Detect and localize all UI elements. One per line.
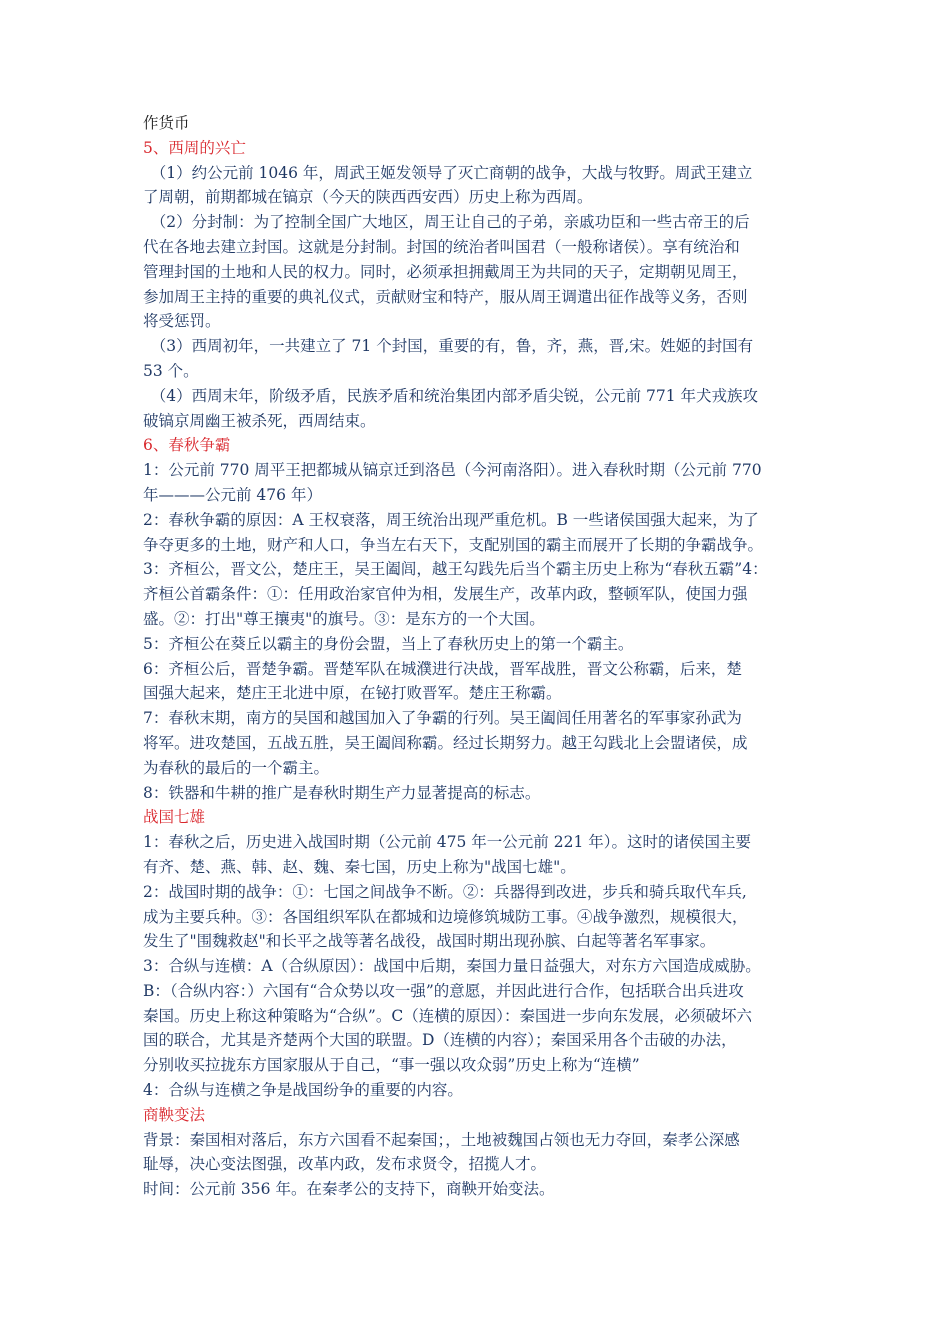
section-heading: 6、春秋争霸 [143, 436, 231, 455]
text-line: B：（合纵内容：）六国有“合众势以攻一强”的意愿，并因此进行合作，包括联合出兵进攻 [143, 981, 744, 1000]
text-line: 为春秋的最后的一个霸主。 [143, 758, 330, 777]
text-line: 代在各地去建立封国。这就是分封制。封国的统治者叫国君（一般称诸侯）。享有统治和 [143, 237, 740, 256]
text-line: （4）西周末年，阶级矛盾，民族矛盾和统治集团内部矛盾尖锐，公元前 771 年犬戎族攻 [143, 386, 759, 405]
text-line: 53 个。 [143, 361, 199, 380]
text-line: 了周朝，前期都城在镐京（今天的陕西西安西）历史上称为西周。 [143, 188, 593, 207]
text-line: 7：春秋末期，南方的吴国和越国加入了争霸的行列。吴王阖闾任用著名的军事家孙武为 [143, 709, 742, 728]
text-line: 耻辱，决心变法图强，改革内政，发布求贤令，招揽人才。 [143, 1155, 547, 1174]
text-line: 争夺更多的土地，财产和人口，争当左右天下，支配别国的霸主而展开了长期的争霸战争。 [143, 535, 764, 554]
text-line: （3）西周初年，一共建立了 71 个封国，重要的有，鲁，齐，燕，晋,宋。姓姬的封国有 [143, 337, 754, 356]
text-line: 年———公元前 476 年） [143, 485, 322, 504]
text-line: 分别收买拉拢东方国家服从于自己，“事一强以攻众弱”历史上称为“连横” [143, 1056, 640, 1075]
text-line: 盛。②：打出"尊王攘夷"的旗号。③：是东方的一个大国。 [143, 609, 545, 628]
text-line: 国的联合，尤其是齐楚两个大国的联盟。D（连横的内容）；秦国采用各个击破的办法， [143, 1031, 737, 1050]
text-line: 1：春秋之后，历史进入战国时期（公元前 475 年一公元前 221 年）。这时的诸侯国主要 [143, 833, 751, 852]
text-line: （1）约公元前 1046 年，周武王姬发领导了灭亡商朝的战争，大战与牧野。周武王建立 [143, 163, 753, 182]
text-line: （2）分封制：为了控制全国广大地区，周王让自己的子弟，亲戚功臣和一些古帝王的后 [143, 213, 750, 232]
text-line: 发生了"围魏救赵"和长平之战等著名战役，战国时期出现孙膑、白起等著名军事家。 [143, 932, 716, 951]
text-line: 管理封国的土地和人民的权力。同时，必须承担拥戴周王为共同的天子，定期朝见周王， [143, 262, 748, 281]
text-line: 3：合纵与连横：A（合纵原因）：战国中后期，秦国力量日益强大，对东方六国造成威胁。 [143, 957, 761, 976]
section-heading: 商鞅变法 [143, 1105, 206, 1124]
text-line: 有齐、楚、燕、韩、赵、魏、秦七国，历史上称为"战国七雄"。 [143, 857, 576, 876]
text-line: 2：春秋争霸的原因：A 王权衰落，周王统治出现严重危机。B 一些诸侯国强大起来，为了 [143, 510, 759, 529]
text-line: 参加周王主持的重要的典礼仪式，贡献财宝和特产，服从周王调遣出征作战等义务，否则 [143, 287, 748, 306]
text-line: 2：战国时期的战争：①：七国之间战争不断。②：兵器得到改进，步兵和骑兵取代车兵, [143, 882, 747, 901]
text-line: 时间：公元前 356 年。在秦孝公的支持下，商鞅开始变法。 [143, 1180, 555, 1199]
section-heading: 5、西周的兴亡 [143, 138, 246, 157]
text-line: 3：齐桓公，晋文公，楚庄王，吴王阖闾，越王勾践先后当个霸主历史上称为“春秋五霸”4： [143, 560, 768, 579]
document-body [143, 111, 815, 1202]
text-line: 秦国。历史上称这种策略为“合纵”。C（连横的原因）：秦国进一步向东发展，必须破坏六 [143, 1006, 752, 1025]
text-line: 5：齐桓公在葵丘以霸主的身份会盟，当上了春秋历史上的第一个霸主。 [143, 634, 634, 653]
text-line: 齐桓公首霸条件：①：任用政治家官仲为相，发展生产，改革内政，整顿军队，使国力强 [143, 585, 748, 604]
text-line: 将军。进攻楚国，五战五胜，吴王阖闾称霸。经过长期努力。越王勾践北上会盟诸侯，成 [143, 733, 748, 752]
text-line: 背景：秦国相对落后，东方六国看不起秦国；，土地被魏国占领也无力夺回，秦孝公深感 [143, 1130, 740, 1149]
section-heading: 战国七雄 [143, 808, 206, 827]
text-line: 作货币 [143, 114, 190, 132]
text-line: 1：公元前 770 周平王把都城从镐京迁到洛邑（今河南洛阳）。进入春秋时期（公元前 770 [143, 461, 762, 480]
text-line: 破镐京周幽王被杀死，西周结束。 [143, 411, 376, 430]
text-line: 8：铁器和牛耕的推广是春秋时期生产力显著提高的标志。 [143, 783, 541, 802]
text-line: 4：合纵与连横之争是战国纷争的重要的内容。 [143, 1081, 463, 1100]
text-line: 国强大起来，楚庄王北进中原，在铋打败晋军。楚庄王称霸。 [143, 684, 562, 703]
text-line: 6：齐桓公后，晋楚争霸。晋楚军队在城濮进行决战，晋军战胜，晋文公称霸，后来，楚 [143, 659, 742, 678]
text-line: 将受惩罚。 [143, 312, 221, 331]
text-line: 成为主要兵种。③：各国组织军队在都城和边境修筑城防工事。④战争激烈，规模很大， [143, 907, 748, 926]
